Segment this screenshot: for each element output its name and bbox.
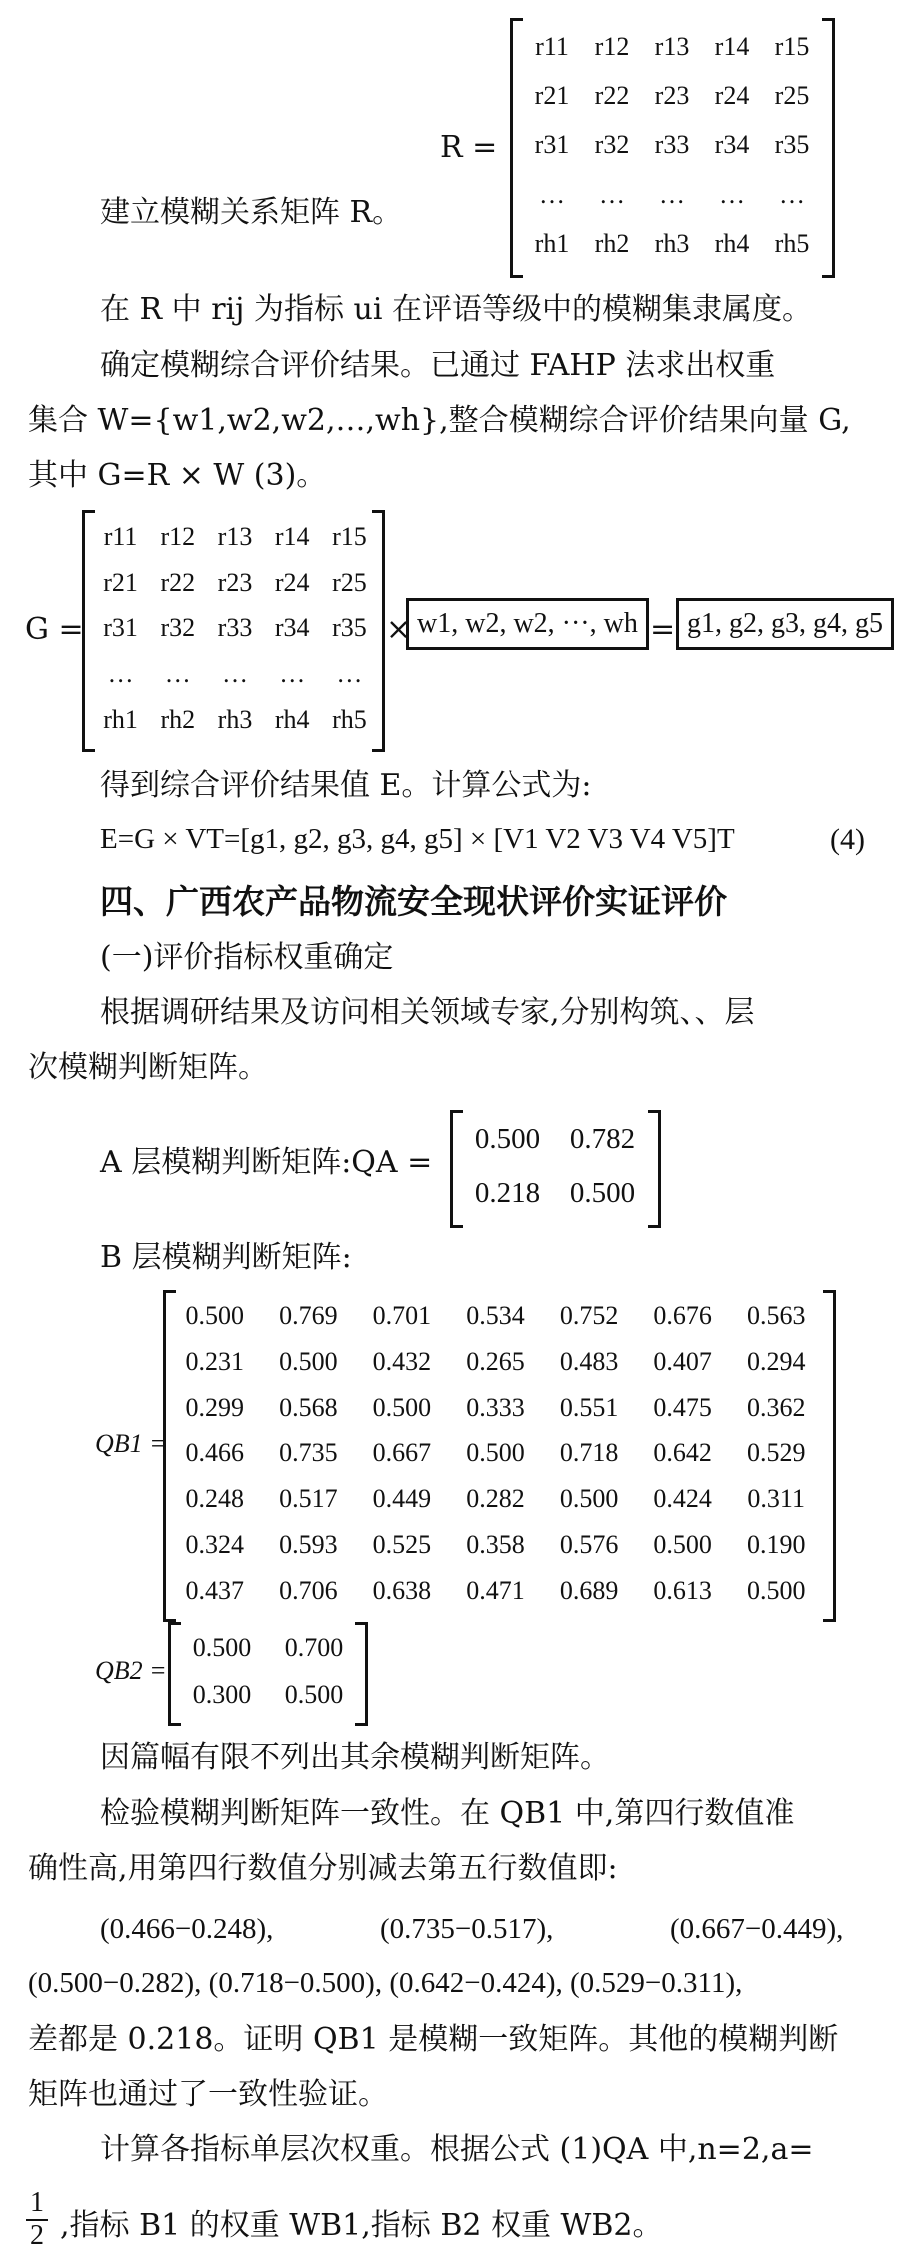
matrix-cell: 0.500 <box>653 1529 712 1559</box>
matrix-b2-grid <box>176 1624 360 1718</box>
matrix-cell: 0.529 <box>746 1438 806 1468</box>
matrix-cell: r24 <box>714 81 750 111</box>
matrix-cell: r13 <box>217 522 253 552</box>
matrix-cell: rh1 <box>103 704 138 734</box>
matrix-cell: rh5 <box>332 704 367 734</box>
matrix-cell: 0.534 <box>466 1301 525 1331</box>
diff-line-2: (0.500−0.282), (0.718−0.500), (0.642−0.424), (0.529−0.311), <box>28 1967 743 1999</box>
matrix-cell: rh4 <box>274 704 310 734</box>
subsection-heading: (一)评价指标权重确定 <box>100 940 394 975</box>
omit-note: 因篇幅有限不列出其余模糊判断矩阵。 <box>100 1740 610 1775</box>
matrix-cell: rh5 <box>774 228 810 258</box>
matrix-cell: r22 <box>160 567 196 597</box>
g-vector-text: g1, g2, g3, g4, g5 <box>687 608 883 639</box>
matrix-cell: 0.466 <box>185 1438 245 1468</box>
matrix-cell: 0.782 <box>569 1122 636 1155</box>
matrix-cell: rh4 <box>714 228 750 258</box>
matrix-cell: 0.358 <box>466 1529 525 1559</box>
matrix-cell: 0.500 <box>192 1632 252 1662</box>
matrix-cell: 0.576 <box>559 1529 619 1559</box>
matrix-cell: … <box>599 179 625 209</box>
matrix-cell: 0.525 <box>372 1529 432 1559</box>
diff-2: (0.735−0.517), <box>380 1913 554 1945</box>
matrix-cell: r15 <box>774 32 810 61</box>
matrix-cell: 0.500 <box>279 1346 338 1376</box>
matrix-cell: r25 <box>774 81 810 111</box>
result-paragraph-line-3: 其中 G=R × W (3)。 <box>28 458 327 493</box>
fraction <box>26 2188 48 2252</box>
matrix-cell: … <box>719 179 745 209</box>
matrix-cell: r13 <box>654 32 690 61</box>
survey-line-1: 根据调研结果及访问相关领域专家,分别构筑、、层 <box>100 995 755 1030</box>
matrix-cell: 0.568 <box>279 1392 338 1422</box>
check-line-1: 检验模糊判断矩阵一致性。在 QB1 中,第四行数值准 <box>100 1796 795 1831</box>
matrix-cell: rh2 <box>160 704 196 734</box>
matrix-cell: r23 <box>217 567 253 597</box>
matrix-r-caption: 建立模糊关系矩阵 R。 <box>100 195 403 230</box>
matrix-cell: 0.437 <box>185 1575 245 1605</box>
matrix-cell: r14 <box>274 522 310 552</box>
matrix-cell: … <box>221 659 248 688</box>
matrix-cell: r24 <box>274 567 310 597</box>
result-paragraph-line-2: 集合 W={w1,w2,w2,…,wh},整合模糊综合评价结果向量 G, <box>28 403 851 438</box>
matrix-cell: rh1 <box>534 228 570 258</box>
matrix-cell: 0.300 <box>192 1679 252 1709</box>
matrix-cell: 0.231 <box>185 1346 245 1376</box>
matrix-r-grid <box>522 22 822 268</box>
diff-result-line-1: 差都是 0.218。证明 QB1 是模糊一致矩阵。其他的模糊判断 <box>28 2022 839 2057</box>
matrix-cell: 0.689 <box>559 1575 619 1605</box>
matrix-cell: 0.706 <box>279 1575 338 1605</box>
matrix-cell: 0.500 <box>284 1679 344 1709</box>
fraction-numerator: 1 <box>26 2188 48 2221</box>
rij-description: 在 R 中 rij 为指标 ui 在评语等级中的模糊集隶属度。 <box>100 292 812 327</box>
e-intro: 得到综合评价结果值 E。计算公式为: <box>100 768 592 803</box>
matrix-cell: 0.563 <box>746 1301 806 1331</box>
w-vector-text: w1, w2, w2, ···, wh <box>417 608 638 639</box>
matrix-cell: 0.500 <box>474 1122 541 1155</box>
matrix-b1-grid <box>168 1293 823 1613</box>
survey-line-2: 次模糊判断矩阵。 <box>28 1050 268 1085</box>
matrix-cell: r31 <box>103 613 138 643</box>
matrix-cell: 0.248 <box>185 1484 245 1514</box>
matrix-cell: 0.471 <box>466 1575 525 1605</box>
matrix-cell: r35 <box>774 130 810 160</box>
matrix-cell: r23 <box>654 81 690 111</box>
matrix-b1-right-bracket <box>823 1290 836 1622</box>
matrix-cell: 0.718 <box>559 1438 619 1468</box>
matrix-cell: 0.500 <box>559 1484 619 1514</box>
matrix-cell: 0.190 <box>746 1529 806 1559</box>
matrix-g-right-bracket <box>372 510 385 752</box>
section-heading: 四、广西农产品物流安全现状评价实证评价 <box>100 882 727 921</box>
matrix-cell: 0.407 <box>653 1346 712 1376</box>
matrix-cell: 0.432 <box>372 1346 432 1376</box>
g-vector <box>676 598 894 650</box>
matrix-cell: 0.500 <box>746 1575 806 1605</box>
matrix-cell: 0.324 <box>185 1529 245 1559</box>
matrix-cell: 0.475 <box>653 1392 712 1422</box>
check-line-2: 确性高,用第四行数值分别减去第五行数值即: <box>28 1851 618 1886</box>
matrix-cell: 0.638 <box>372 1575 432 1605</box>
diff-3: (0.667−0.449), <box>670 1913 844 1945</box>
matrix-cell: 0.551 <box>559 1392 619 1422</box>
matrix-cell: 0.752 <box>559 1301 619 1331</box>
matrix-cell: 0.769 <box>279 1301 338 1331</box>
matrix-cell: r21 <box>103 567 138 597</box>
matrix-cell: … <box>107 659 134 688</box>
matrix-b2-right-bracket <box>355 1622 368 1726</box>
fraction-denominator: 2 <box>30 2219 44 2251</box>
matrix-cell: 0.500 <box>569 1176 636 1209</box>
matrix-g-grid <box>92 514 378 742</box>
formula-e: E=G × VT=[g1, g2, g3, g4, g5] × [V1 V2 V3 V4 V5]T <box>100 823 735 855</box>
matrix-a-label: A 层模糊判断矩阵:QA = <box>100 1145 433 1180</box>
matrix-a-right-bracket <box>648 1110 661 1228</box>
matrix-cell: r34 <box>274 613 310 643</box>
matrix-cell: r11 <box>535 32 569 61</box>
matrix-cell: 0.265 <box>466 1346 525 1376</box>
matrix-cell: r12 <box>594 32 630 61</box>
matrix-cell: 0.449 <box>372 1484 432 1514</box>
matrix-cell: 0.593 <box>279 1529 338 1559</box>
matrix-cell: r11 <box>103 522 138 552</box>
weights-line-1: 计算各指标单层次权重。根据公式 (1)QA 中,n=2,a= <box>100 2132 814 2167</box>
b-layer-label: B 层模糊判断矩阵: <box>100 1240 352 1275</box>
weights-line-2: ,指标 B1 的权重 WB1,指标 B2 权重 WB2。 <box>60 2208 663 2243</box>
matrix-cell: 0.613 <box>653 1575 712 1605</box>
matrix-cell: … <box>659 179 685 209</box>
matrix-cell: 0.500 <box>372 1392 432 1422</box>
matrix-cell: r21 <box>534 81 570 111</box>
diff-result-line-2: 矩阵也通过了一致性验证。 <box>28 2077 388 2112</box>
matrix-cell: 0.362 <box>746 1392 806 1422</box>
matrix-g-times: × <box>386 612 412 647</box>
matrix-cell: r32 <box>160 613 196 643</box>
matrix-cell: r33 <box>217 613 253 643</box>
matrix-cell: 0.667 <box>372 1438 432 1468</box>
matrix-b2-label: QB2 = <box>95 1656 167 1685</box>
matrix-r-right-bracket <box>822 18 835 278</box>
matrix-cell: 0.676 <box>653 1301 712 1331</box>
matrix-cell: r31 <box>534 130 570 160</box>
matrix-cell: 0.294 <box>746 1346 806 1376</box>
matrix-cell: 0.735 <box>279 1438 338 1468</box>
matrix-cell: r14 <box>714 32 750 61</box>
matrix-cell: r35 <box>332 613 367 643</box>
matrix-cell: … <box>336 659 363 688</box>
matrix-b1-label: QB1 = <box>95 1429 167 1458</box>
matrix-cell: 0.642 <box>653 1438 712 1468</box>
matrix-r-label: R = <box>440 130 498 165</box>
matrix-cell: r15 <box>332 522 367 552</box>
formula-e-number: (4) <box>830 823 865 856</box>
matrix-cell: rh2 <box>594 228 630 258</box>
matrix-cell: r33 <box>654 130 690 160</box>
matrix-cell: 0.299 <box>185 1392 245 1422</box>
matrix-cell: r32 <box>594 130 630 160</box>
matrix-cell: r22 <box>594 81 630 111</box>
matrix-cell: 0.701 <box>372 1301 432 1331</box>
matrix-cell: 0.333 <box>466 1392 525 1422</box>
matrix-cell: rh3 <box>217 704 253 734</box>
matrix-cell: 0.311 <box>747 1484 805 1514</box>
matrix-cell: … <box>779 179 805 209</box>
diff-1: (0.466−0.248), <box>100 1913 274 1945</box>
matrix-cell: … <box>539 179 565 209</box>
matrix-cell: … <box>279 659 306 688</box>
matrix-cell: r34 <box>714 130 750 160</box>
matrix-a-grid <box>460 1112 650 1220</box>
matrix-g-equals: = <box>650 612 676 647</box>
matrix-cell: 0.282 <box>466 1484 525 1514</box>
w-vector <box>406 598 649 650</box>
matrix-cell: 0.500 <box>466 1438 525 1468</box>
matrix-cell: r12 <box>160 522 196 552</box>
matrix-cell: rh3 <box>654 228 690 258</box>
matrix-cell: 0.500 <box>185 1301 245 1331</box>
matrix-cell: 0.218 <box>474 1176 541 1209</box>
matrix-cell: 0.483 <box>559 1346 619 1376</box>
matrix-g-label: G = <box>25 612 84 647</box>
matrix-cell: 0.700 <box>284 1632 344 1662</box>
result-paragraph-line-1: 确定模糊综合评价结果。已通过 FAHP 法求出权重 <box>100 348 776 383</box>
matrix-cell: 0.424 <box>653 1484 712 1514</box>
matrix-cell: … <box>164 659 191 688</box>
matrix-cell: 0.517 <box>279 1484 338 1514</box>
matrix-cell: r25 <box>332 567 367 597</box>
